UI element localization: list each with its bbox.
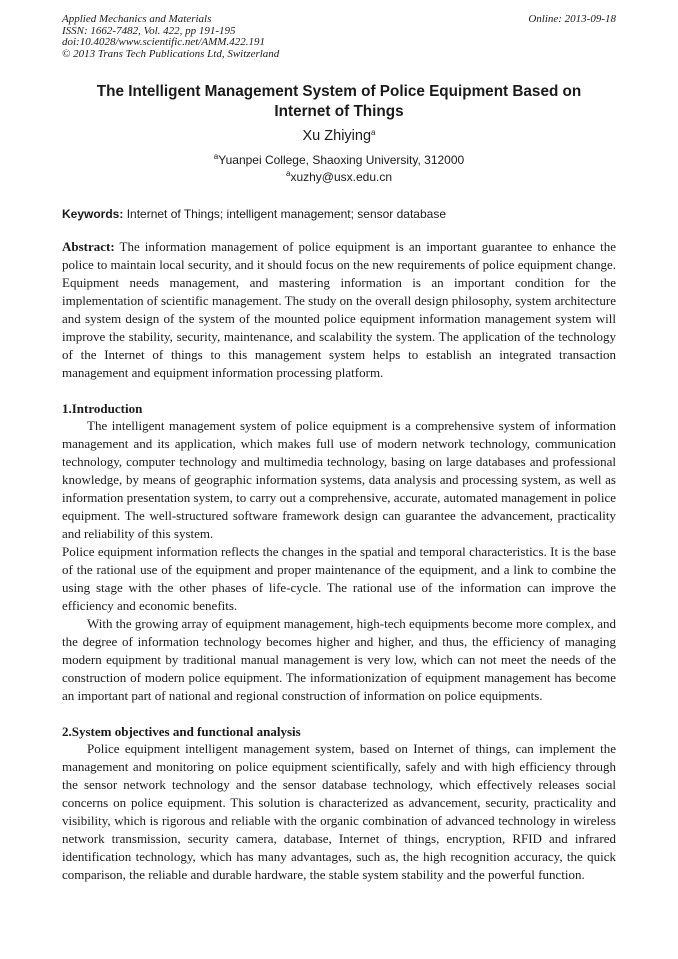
author-sup: a [371, 128, 376, 137]
online-date: Online: 2013-09-18 [528, 13, 616, 25]
abstract-text: The information management of police equipment is an important guarantee to enhance the police to maintain local security, and it should focus on the new requirements of police equipment change. Equipment needs management, and mastering information is an important condition for the implementation of scientific management. The study on the overall design philosophy, system architecture and system design of the system of the mounted police equipment information management system will improve the stability, security, maintenance, and scalability the system. The application of the technology of the Internet of things to this management system helps to establish an integrated transaction management and equipment information processing platform. [62, 239, 616, 380]
abstract [62, 238, 616, 382]
body-paragraph: Police equipment intelligent management system, based on Internet of things, can implement the management and monitoring on police equipment scientifically, safely and with high efficiency through the sensor network technology and the sensor database technology, which effectively releases social concerns on police equipment. This solution is characterized as advancement, security, practicality and visibility, which is rigorous and reliable with the organic combination of advanced technology in wireless network transmission, security camera, database, Internet of things, encryption, RFID and infrared identification technology, which has many advantages, such as, the high recognition accuracy, the quick comparison, the reliable and durable hardware, the stable system stability and the powerful function. [62, 741, 616, 882]
body-paragraph: Police equipment information reflects the changes in the spatial and temporal characteristics. It is the base of the rational use of the equipment and proper maintenance of the equipment, and a link to combine the using stage with the other phases of life-cycle. The rational use of the information can improve the efficiency and economic benefits. [62, 544, 616, 613]
keywords-label: Keywords: [62, 207, 124, 221]
author-line [62, 127, 616, 145]
abstract-label: Abstract: [62, 239, 115, 254]
paper-page [62, 14, 616, 884]
body-paragraph: With the growing array of equipment management, high-tech equipments become more complex, and the degree of information technology becomes higher and higher, and thus, the efficiency of managing modern equipment by traditional manual management is very low, which can not meet the needs of the construction of modern police equipment. The informationization of equipment management has become an important part of national and regional construction of information on police equipments. [62, 616, 616, 703]
keywords-text: Internet of Things; intelligent management; sensor database [123, 207, 447, 221]
author-email[interactable]: xuzhy@usx.edu.cn [290, 170, 393, 184]
section-heading-introduction: 1.Introduction [62, 401, 143, 416]
email-line [62, 169, 616, 186]
journal-name: Applied Mechanics and Materials [62, 13, 212, 25]
author-name: Xu Zhiying [302, 128, 372, 144]
email-sup: a [285, 169, 291, 178]
paper-title: The Intelligent Management System of Police Equipment Based on Internet of Things [96, 83, 582, 120]
section-heading-system-objectives: 2.System objectives and functional analysis [62, 724, 301, 739]
doi-line[interactable]: doi:10.4028/www.scientific.net/AMM.422.191 [62, 36, 265, 48]
body-paragraph: The intelligent management system of police equipment is a comprehensive system of information management and its application, which makes full use of modern network technology, communication technology, computer technology and multimedia technology, basing on large databases and professional knowledge, by means of geographic information systems, data analysis and processing system, as well as information presentation system, to carry out a comprehensive, accurate, automated management in police equipment. The well-structured software framework design can guarantee the advancement, practicality and reliability of this system. [62, 418, 616, 541]
affiliation-line [62, 152, 616, 169]
affiliation-text: Yuanpei College, Shaoxing University, 312000 [218, 153, 465, 167]
issn-line: ISSN: 1662-7482, Vol. 422, pp 191-195 [62, 24, 236, 37]
copyright-line: © 2013 Trans Tech Publications Ltd, Switzerland [62, 47, 280, 60]
keywords [62, 206, 616, 222]
journal-header [62, 14, 616, 60]
affiliation-sup: a [213, 152, 219, 161]
